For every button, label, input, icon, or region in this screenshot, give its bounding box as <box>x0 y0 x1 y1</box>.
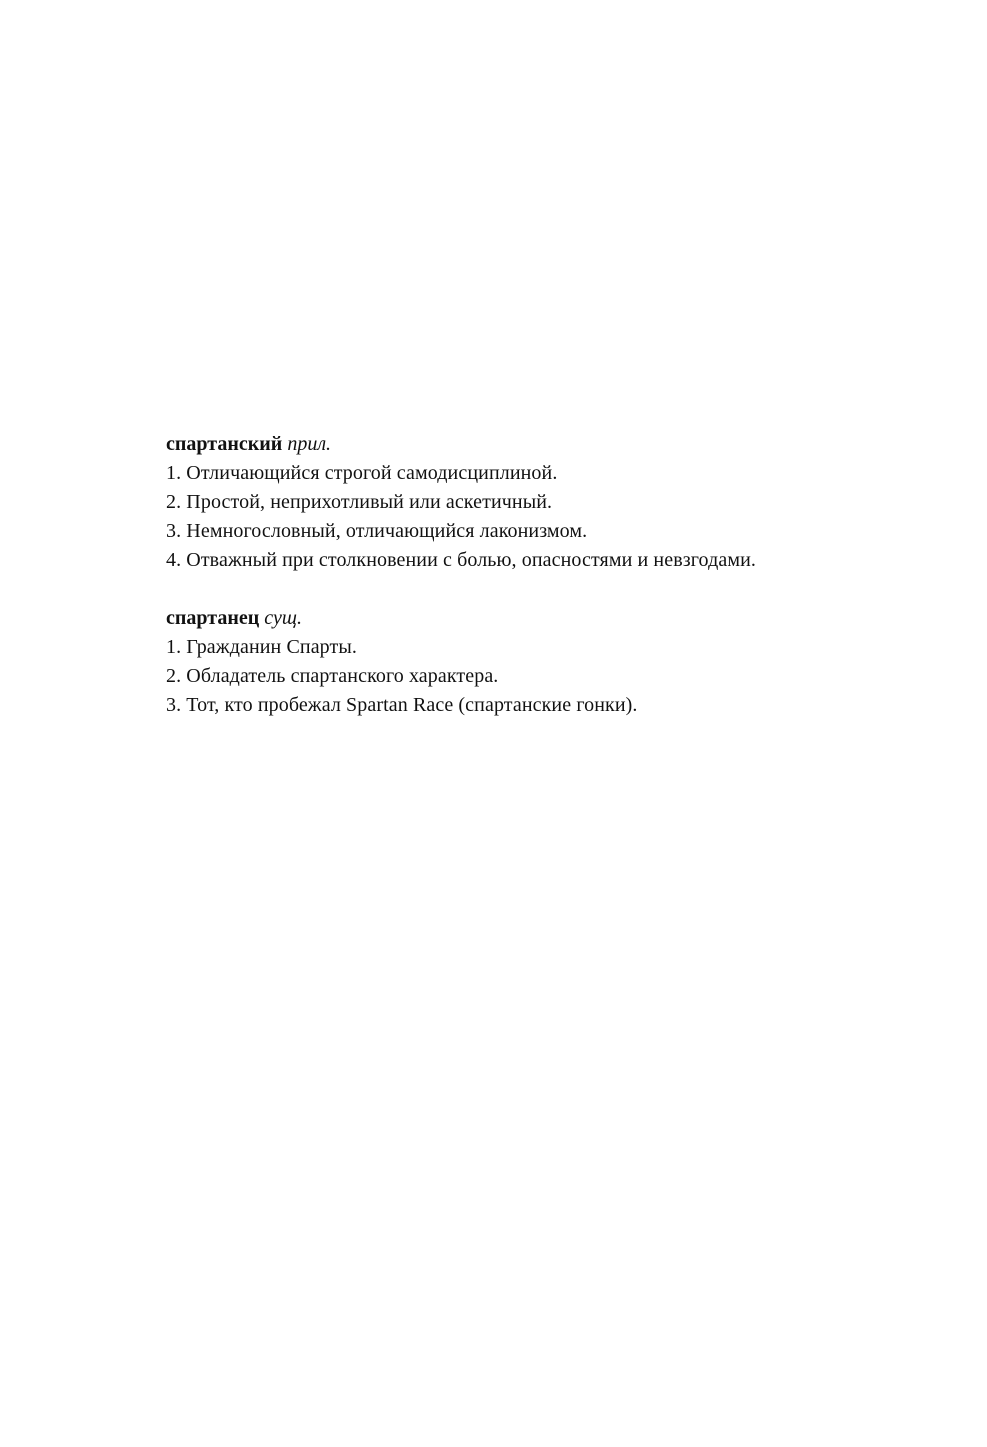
entry-headline <box>166 430 926 459</box>
entry-part-of-speech: сущ. <box>264 607 302 629</box>
definition-item: 4. Отважный при столкновении с болью, опасностями и невзгодами. <box>166 549 756 571</box>
dictionary-entry-spartan-noun <box>166 604 926 720</box>
definition-item: 1. Отличающийся строгой самодисциплиной. <box>166 462 558 484</box>
entry-term: спартанский <box>166 433 283 455</box>
definition-item: 2. Обладатель спартанского характера. <box>166 665 499 687</box>
definition-list <box>166 633 926 720</box>
definition-list <box>166 459 926 575</box>
entry-headline <box>166 604 926 633</box>
definition-item: 1. Гражданин Спарты. <box>166 636 357 658</box>
definition-item: 3. Тот, кто пробежал Spartan Race (спартанские гонки). <box>166 694 638 716</box>
definition-item: 2. Простой, неприхотливый или аскетичный. <box>166 491 553 513</box>
dictionary-entry-spartan-adjective <box>166 430 926 575</box>
entry-part-of-speech: прил. <box>287 433 332 455</box>
entry-term: спартанец <box>166 607 260 629</box>
definition-item: 3. Немногословный, отличающийся лаконизмом. <box>166 520 588 542</box>
